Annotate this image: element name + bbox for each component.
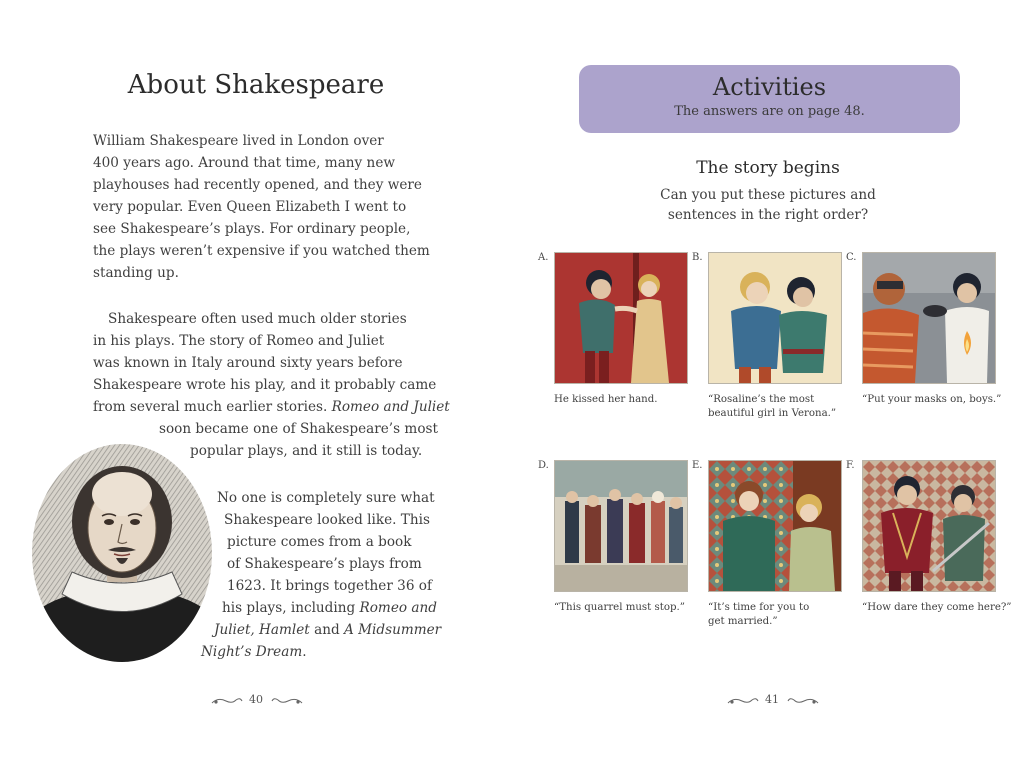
flourish-icon — [786, 696, 820, 706]
text-run: from several much earlier stories. — [93, 399, 328, 415]
panel-letter: E. — [692, 460, 703, 471]
right-page — [512, 0, 1024, 768]
text-line: No one is completely sure what — [217, 490, 435, 506]
text-line — [93, 396, 450, 418]
panel-caption — [862, 393, 1022, 407]
text-run: . — [302, 644, 307, 660]
text-line: in his plays. The story of Romeo and Juliet — [93, 333, 385, 349]
panel-caption — [554, 601, 714, 615]
panel-illustration — [862, 252, 996, 384]
text-line: playhouses had recently opened, and they were — [93, 177, 422, 193]
panel-letter: C. — [846, 252, 857, 263]
text-line — [201, 641, 307, 663]
caption-line: get married.” — [708, 616, 778, 627]
page-number: 40 — [249, 693, 263, 706]
text-run: his plays, including — [222, 600, 356, 616]
text-line — [214, 619, 441, 641]
page-title: About Shakespeare — [127, 70, 385, 100]
text-run: and — [314, 622, 340, 638]
flourish-icon — [726, 696, 760, 706]
caption-line: “Rosaline’s the most — [708, 394, 815, 405]
text-line: picture comes from a book — [227, 534, 412, 550]
caption-line: beautiful girl in Verona.” — [708, 408, 837, 419]
play-title: Romeo and Juliet — [331, 399, 450, 415]
panel-illustration — [708, 460, 842, 592]
play-title: Romeo and — [359, 600, 437, 616]
banner-title: Activities — [712, 73, 827, 101]
shakespeare-portrait — [32, 444, 212, 662]
play-title: Juliet, Hamlet — [214, 622, 310, 638]
text-line: 1623. It brings together 36 of — [227, 578, 433, 594]
text-line: of Shakespeare’s plays from — [227, 556, 422, 572]
text-line: the plays weren’t expensive if you watched them — [93, 243, 430, 259]
panel-letter: B. — [692, 252, 703, 263]
section-title: The story begins — [696, 158, 840, 178]
play-title: Night’s Dream — [201, 644, 303, 660]
text-line: Shakespeare looked like. This — [224, 512, 430, 528]
text-line: standing up. — [93, 265, 179, 281]
page-number: 41 — [765, 693, 779, 706]
panel-letter: A. — [538, 252, 549, 263]
text-line: popular plays, and it still is today. — [190, 443, 423, 459]
caption-line: “Put your masks on, boys.” — [862, 394, 1002, 405]
page-number-left — [206, 692, 306, 716]
flourish-icon — [210, 696, 244, 706]
text-line: William Shakespeare lived in London over — [93, 133, 384, 149]
text-line: soon became one of Shakespeare’s most — [159, 421, 438, 437]
panel-illustration — [554, 252, 688, 384]
banner-subtitle: The answers are on page 48. — [674, 104, 865, 119]
text-line — [222, 597, 437, 619]
caption-line: “This quarrel must stop.” — [554, 602, 685, 613]
panel-caption — [554, 393, 714, 407]
text-line: see Shakespeare’s plays. For ordinary people, — [93, 221, 411, 237]
text-line: 400 years ago. Around that time, many new — [93, 155, 395, 171]
activities-banner — [579, 65, 960, 133]
text-line: very popular. Even Queen Elizabeth I went to — [93, 199, 407, 215]
text-line: was known in Italy around sixty years before — [93, 355, 403, 371]
page-number-right — [722, 692, 822, 716]
instructions-line: Can you put these pictures and — [660, 187, 876, 203]
text-line: Shakespeare wrote his play, and it probably came — [93, 377, 437, 393]
panel-caption — [862, 601, 1022, 615]
flourish-icon — [270, 696, 304, 706]
panel-illustration — [708, 252, 842, 384]
caption-line: “It’s time for you to — [708, 602, 810, 613]
panel-illustration — [554, 460, 688, 592]
panel-caption — [708, 601, 868, 629]
text-line: Shakespeare often used much older stories — [108, 311, 407, 327]
panel-illustration — [862, 460, 996, 592]
panel-letter: F. — [846, 460, 855, 471]
play-title: A Midsummer — [343, 622, 442, 638]
panel-caption — [708, 393, 868, 421]
caption-line: “How dare they come here?” — [862, 602, 1012, 613]
panel-letter: D. — [538, 460, 549, 471]
caption-line: He kissed her hand. — [554, 394, 658, 405]
instructions-line: sentences in the right order? — [667, 207, 869, 223]
